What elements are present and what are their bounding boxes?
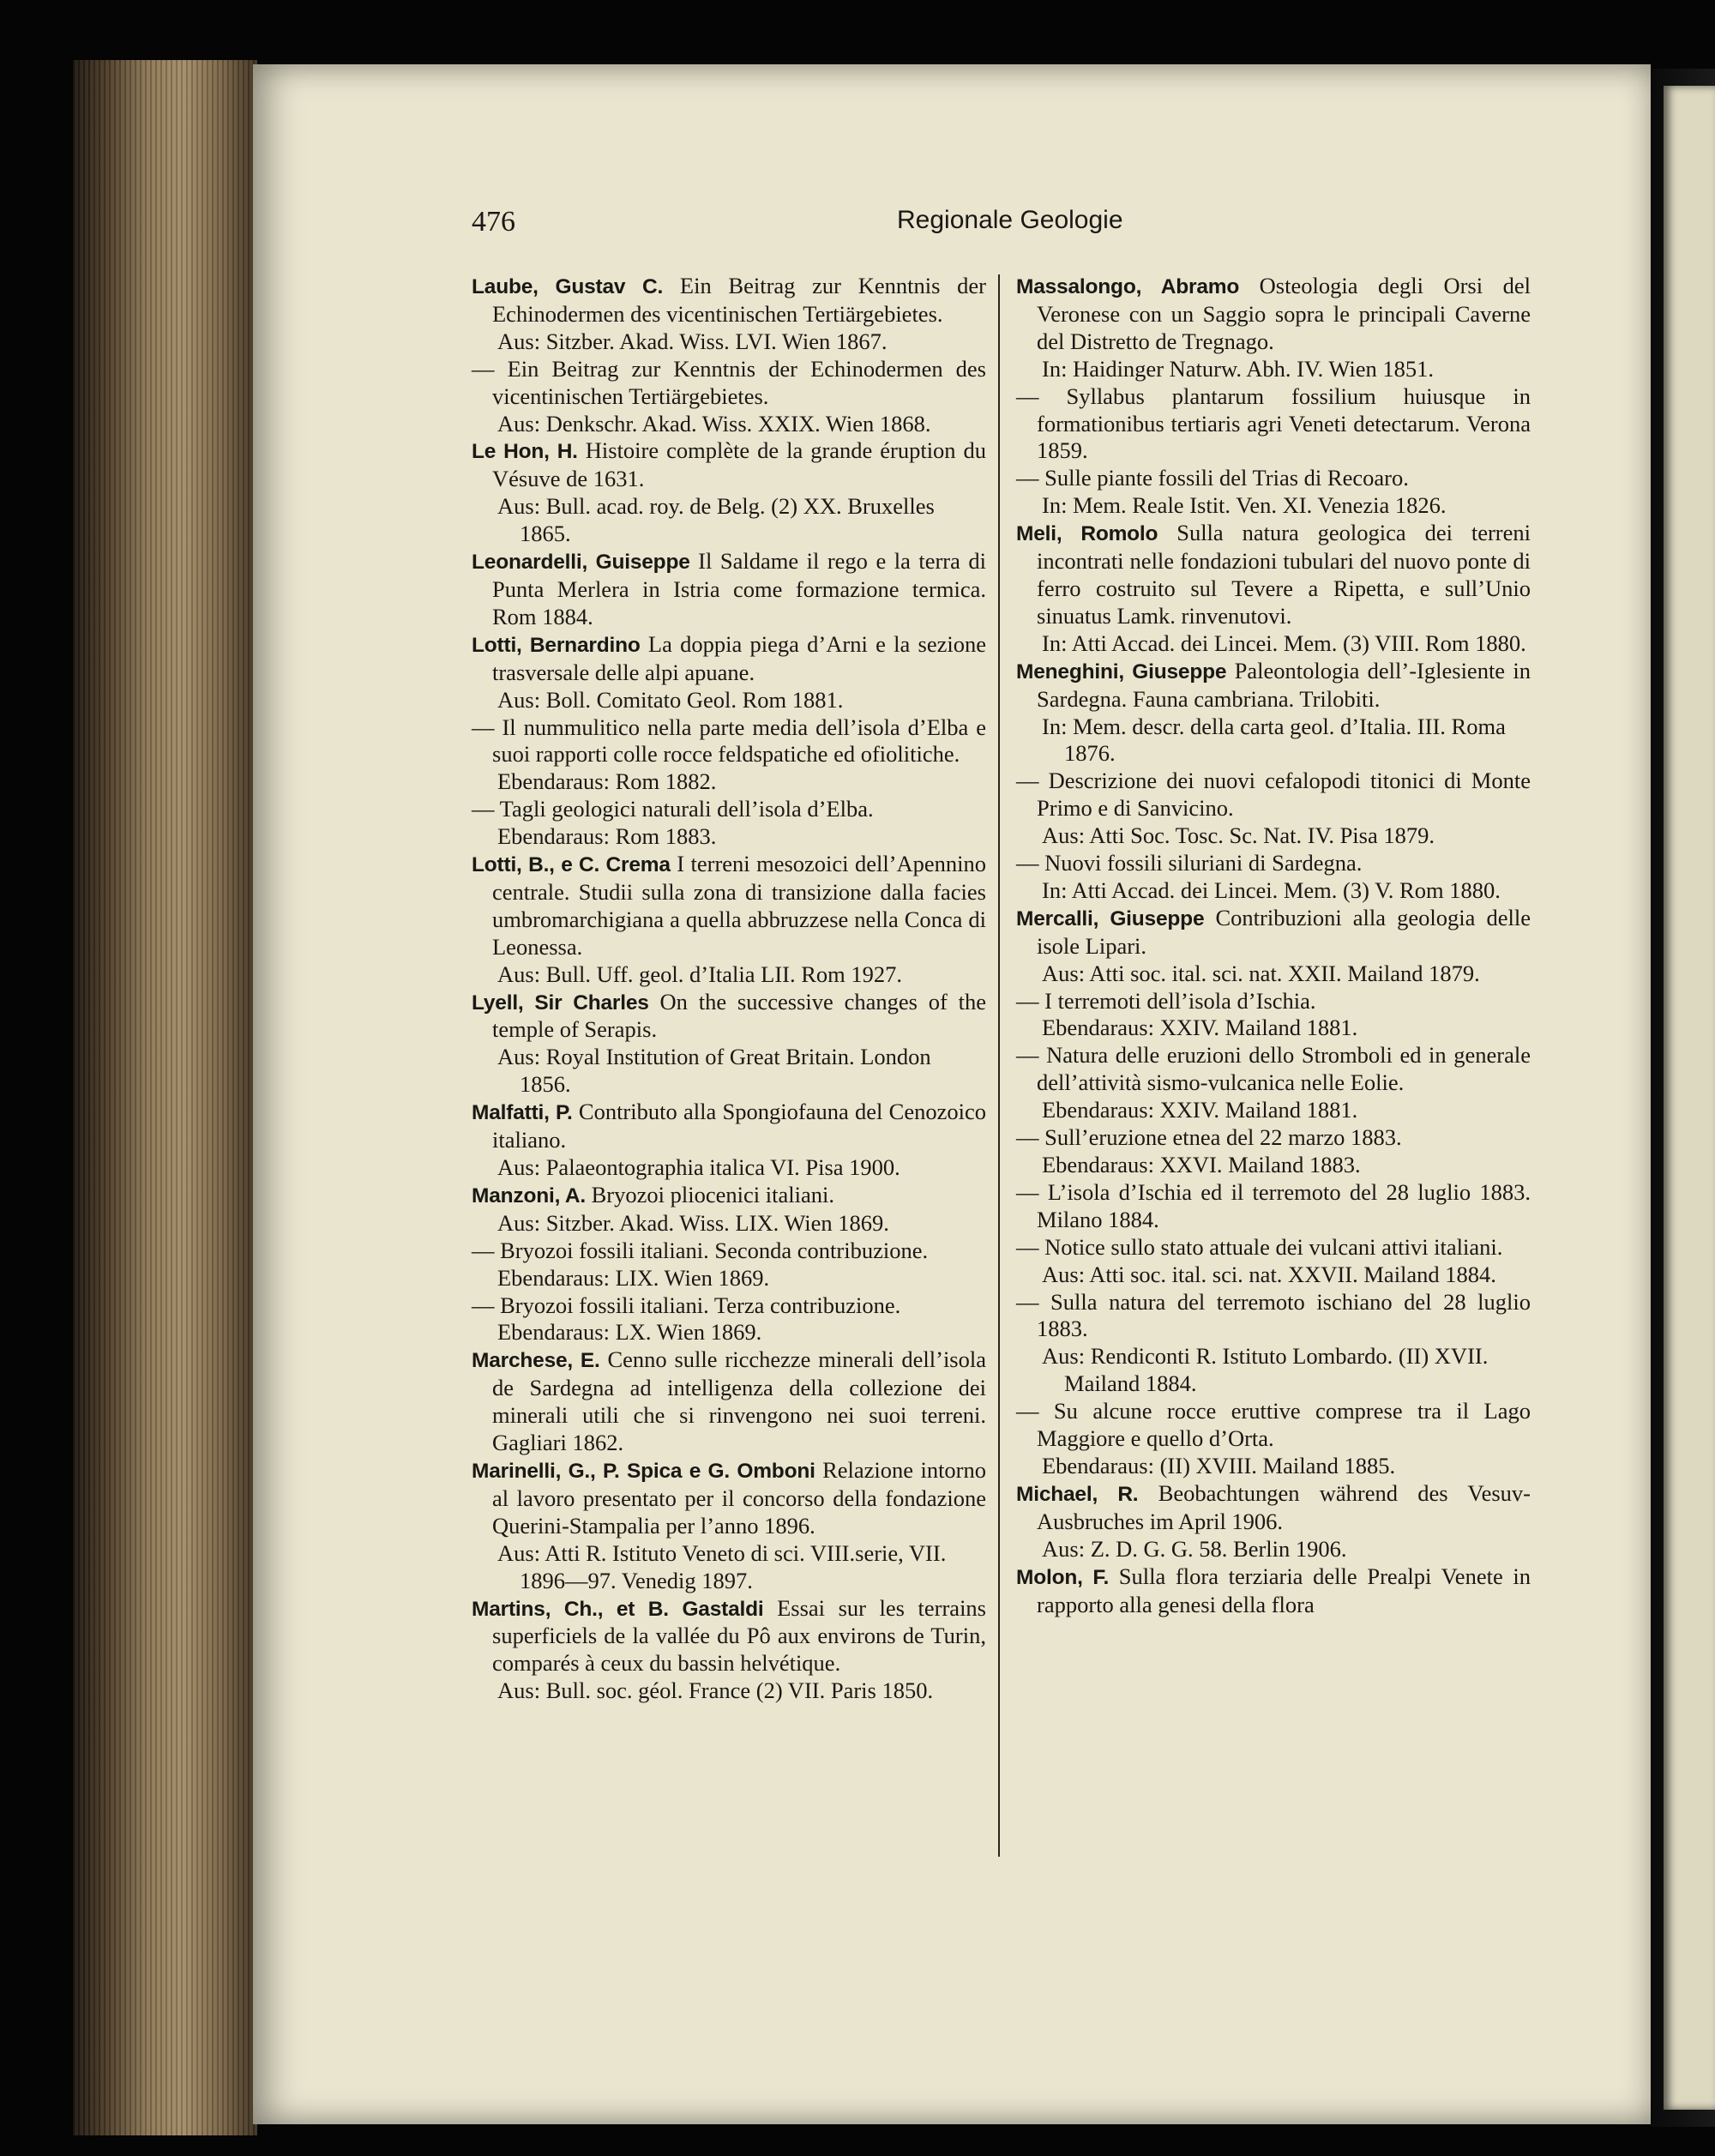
entry-title-line bbox=[472, 989, 986, 1045]
entry-source: Ebendaraus: XXIV. Mailand 1881. bbox=[1042, 1097, 1358, 1123]
left-column bbox=[472, 273, 986, 1705]
bibliography-entry bbox=[472, 989, 986, 1099]
entry-author: Lotti, Bernardino bbox=[472, 633, 641, 657]
entry-title-line bbox=[1016, 273, 1531, 356]
entry-title: — Bryozoi fossili italiani. Terza contribuzione. bbox=[472, 1292, 901, 1318]
entry-title: — L’isola d’Ischia ed il terremoto del 28 luglio 1883. Milano 1884. bbox=[1016, 1178, 1531, 1232]
bibliography-entry bbox=[1016, 1234, 1531, 1289]
bibliography-entry bbox=[472, 273, 986, 356]
entry-title: — Il nummulitico nella parte media dell’isola d’Elba e suoi rapporti colle rocce feldspatiche ed ofiolitiche. bbox=[472, 714, 986, 768]
entry-title: Bryozoi pliocenici italiani. bbox=[591, 1181, 834, 1207]
entry-title-line bbox=[1016, 465, 1531, 492]
entry-author: Meneghini, Giuseppe bbox=[1016, 659, 1227, 684]
bibliography-entry bbox=[472, 796, 986, 851]
entry-title: — Sull’eruzione etnea del 22 marzo 1883. bbox=[1016, 1124, 1402, 1151]
bibliography-entry bbox=[1016, 850, 1531, 905]
entry-title: Contributo alla Spongiofauna del Cenozoico italiano. bbox=[492, 1099, 986, 1153]
entry-title-line bbox=[1016, 1289, 1531, 1344]
entry-title-line bbox=[1016, 383, 1531, 466]
entry-title-line bbox=[1016, 520, 1531, 630]
entry-title-line bbox=[1016, 905, 1531, 961]
entry-title: Osteologia degli Orsi del Veronese con un Saggio sopra le principali Caverne del Distretto de Tregnago. bbox=[1037, 273, 1531, 354]
entry-title: Paleontologia dell’-Iglesiente in Sardegna. Fauna cambriana. Trilobiti. bbox=[1037, 657, 1531, 712]
entry-title-line bbox=[472, 1182, 986, 1210]
bibliography-entry bbox=[472, 1099, 986, 1182]
running-head: Regionale Geologie bbox=[897, 206, 1123, 234]
entry-title: — Tagli geologici naturali dell’isola d’Elba. bbox=[472, 796, 874, 822]
entry-title-line bbox=[472, 1292, 986, 1320]
book-page-edges bbox=[73, 60, 257, 2135]
bibliography-entry bbox=[472, 1292, 986, 1347]
entry-author: Leonardelli, Guiseppe bbox=[472, 551, 690, 575]
entry-source: In: Atti Accad. dei Lincei. Mem. (3) VIII. Rom 1880. bbox=[1042, 629, 1526, 656]
bibliography-entry bbox=[472, 714, 986, 797]
entry-title: — Bryozoi fossili italiani. Seconda contribuzione. bbox=[472, 1237, 929, 1263]
entry-title: — Syllabus plantarum fossilium huiusque in formationibus tertiaris agri Veneti detectarum. Verona 1859. bbox=[1016, 382, 1531, 464]
entry-title-line bbox=[472, 1238, 986, 1265]
entry-title-line bbox=[1016, 1234, 1531, 1262]
entry-title-line bbox=[1016, 1124, 1531, 1152]
bibliography-entry bbox=[472, 1595, 986, 1706]
bibliography-entry bbox=[472, 1457, 986, 1595]
bibliography-entry bbox=[472, 1238, 986, 1292]
entry-title: — Sulle piante fossili del Trias di Recoaro. bbox=[1016, 465, 1409, 491]
entry-title-line bbox=[1016, 768, 1531, 822]
entry-title-line bbox=[1016, 988, 1531, 1015]
entry-source: Aus: Sitzber. Akad. Wiss. LIX. Wien 1869. bbox=[497, 1209, 889, 1236]
entry-source: Ebendaraus: XXIV. Mailand 1881. bbox=[1042, 1015, 1358, 1041]
entry-source: Ebendaraus: XXVI. Mailand 1883. bbox=[1042, 1152, 1361, 1177]
entry-source: In: Mem. Reale Istit. Ven. XI. Venezia 1826. bbox=[1042, 492, 1447, 519]
entry-author: Lotti, B., e C. Crema bbox=[472, 853, 671, 877]
entry-source: Aus: Bull. soc. géol. France (2) VII. Paris 1850. bbox=[497, 1677, 934, 1704]
entry-title: — Notice sullo stato attuale dei vulcani attivi italiani. bbox=[1016, 1233, 1503, 1260]
bibliography-entry bbox=[472, 1346, 986, 1457]
bibliography-entry bbox=[472, 356, 986, 438]
entry-title-line bbox=[1016, 1179, 1531, 1234]
entry-title: — Ein Beitrag zur Kenntnis der Echinodermen des vicentinischen Tertiärgebietes. bbox=[472, 355, 986, 409]
entry-source: Aus: Royal Institution of Great Britain. London 1856. bbox=[497, 1044, 931, 1098]
entry-source: In: Mem. descr. della carta geol. d’Italia. III. Roma 1876. bbox=[1042, 713, 1506, 767]
entry-source: In: Atti Accad. dei Lincei. Mem. (3) V. Rom 1880. bbox=[1042, 876, 1501, 903]
entry-title-line bbox=[1016, 850, 1531, 877]
entry-source: Ebendaraus: (II) XVIII. Mailand 1885. bbox=[1042, 1452, 1396, 1478]
entry-source: Ebendaraus: LX. Wien 1869. bbox=[497, 1319, 762, 1346]
entry-title-line bbox=[1016, 1480, 1531, 1536]
entry-source: Aus: Bull. Uff. geol. d’Italia LII. Rom 1927. bbox=[497, 961, 903, 987]
entry-title: Cenno sulle ricchezze minerali dell’isola de Sardegna ad intelligenza della collezione dei minerali utili che si rinvengono nei suoi terreni. Gagliari 1862. bbox=[492, 1346, 986, 1456]
entry-title: La doppia piega d’Arni e la sezione trasversale delle alpi apuane. bbox=[492, 630, 987, 685]
facing-page-edge bbox=[1651, 69, 1715, 2127]
entry-title-line bbox=[472, 714, 986, 769]
bibliography-entry bbox=[472, 437, 986, 548]
entry-source: Aus: Palaeontographia italica VI. Pisa 1900. bbox=[497, 1154, 900, 1180]
entry-title: I terreni mesozoici dell’Apennino centrale. Studii sulla zona di transizione dalla facies umbromarchigiana a quella abbruzzese nella Conca di Leonessa. bbox=[492, 851, 987, 960]
bibliography-entry bbox=[1016, 383, 1531, 466]
facing-page-sliver bbox=[1664, 86, 1715, 2110]
entry-title: — Descrizione dei nuovi cefalopodi titonici di Monte Primo e di Sanvicino. bbox=[1016, 768, 1531, 822]
entry-title-line bbox=[1016, 1042, 1531, 1097]
entry-source: Ebendaraus: Rom 1883. bbox=[497, 823, 717, 850]
bibliography-entry bbox=[1016, 520, 1531, 658]
bibliography-entry bbox=[1016, 1289, 1531, 1399]
entry-title: Sulla natura geologica dei terreni incontrati nelle fondazioni tubulari del nuovo ponte di ferro costruito sul Tevere a Ripetta, e sull’Unio sinuatus Lamk. rinvenutovi. bbox=[1037, 520, 1531, 629]
entry-author: Molon, F. bbox=[1016, 1565, 1110, 1589]
entry-author: Mercalli, Giuseppe bbox=[1016, 906, 1205, 930]
entry-title: Contribuzioni alla geologia delle isole Lipari. bbox=[1037, 904, 1531, 959]
entry-source: Aus: Bull. acad. roy. de Belg. (2) XX. Bruxelles 1865. bbox=[497, 493, 935, 547]
entry-title-line bbox=[472, 631, 986, 687]
bibliography-entry bbox=[1016, 768, 1531, 850]
entry-title-line bbox=[472, 356, 986, 411]
entry-source: Aus: Z. D. G. G. 58. Berlin 1906. bbox=[1042, 1535, 1347, 1562]
entry-source: Aus: Atti soc. ital. sci. nat. XXII. Mailand 1879. bbox=[1042, 960, 1480, 986]
entry-source: Aus: Sitzber. Akad. Wiss. LVI. Wien 1867. bbox=[497, 328, 888, 354]
bibliography-entry bbox=[1016, 273, 1531, 383]
entry-author: Martins, Ch., et B. Gastaldi bbox=[472, 1597, 764, 1621]
bibliography-entry bbox=[472, 1182, 986, 1238]
entry-title: Ein Beitrag zur Kenntnis der Echinodermen des vicentinischen Tertiärgebietes. bbox=[492, 273, 986, 327]
bibliography-entry bbox=[472, 548, 986, 631]
entry-author: Le Hon, H. bbox=[472, 440, 578, 464]
column-divider bbox=[998, 274, 1000, 1857]
entry-title-line bbox=[1016, 1563, 1531, 1619]
entry-author: Lyell, Sir Charles bbox=[472, 991, 649, 1015]
entry-source: Ebendaraus: Rom 1882. bbox=[497, 768, 717, 795]
right-column bbox=[1016, 273, 1531, 1618]
entry-title-line bbox=[1016, 658, 1531, 714]
entry-title-line bbox=[472, 273, 986, 328]
bibliography-entry bbox=[472, 631, 986, 714]
entry-title: — I terremoti dell’isola d’Ischia. bbox=[1016, 987, 1316, 1014]
entry-source: Ebendaraus: LIX. Wien 1869. bbox=[497, 1264, 770, 1291]
entry-author: Marchese, E. bbox=[472, 1349, 600, 1373]
bibliography-entry bbox=[1016, 1042, 1531, 1124]
entry-title: Histoire complète de la grande éruption du Vésuve de 1631. bbox=[492, 437, 987, 492]
entry-author: Meli, Romolo bbox=[1016, 522, 1158, 546]
entry-title-line bbox=[472, 851, 986, 961]
entry-source: Aus: Atti Soc. Tosc. Sc. Nat. IV. Pisa 1879. bbox=[1042, 822, 1435, 849]
entry-title-line bbox=[472, 548, 986, 631]
entry-source: Aus: Atti soc. ital. sci. nat. XXVII. Mailand 1884. bbox=[1042, 1261, 1496, 1287]
entry-author: Manzoni, A. bbox=[472, 1183, 586, 1207]
entry-source: Aus: Atti R. Istituto Veneto di sci. VIII.serie, VII. 1896—97. Venedig 1897. bbox=[497, 1539, 947, 1593]
entry-author: Marinelli, G., P. Spica e G. Omboni bbox=[472, 1459, 815, 1483]
page-number: 476 bbox=[472, 206, 515, 238]
bibliography-entry bbox=[1016, 465, 1531, 520]
entry-title-line bbox=[472, 1457, 986, 1540]
entry-title-line bbox=[472, 796, 986, 823]
entry-title-line bbox=[472, 437, 986, 493]
entry-title: — Su alcune rocce eruttive comprese tra il Lago Maggiore e quello d’Orta. bbox=[1016, 1398, 1531, 1452]
entry-source: Aus: Rendiconti R. Istituto Lombardo. (II) XVII. Mailand 1884. bbox=[1042, 1343, 1489, 1397]
entry-source: In: Haidinger Naturw. Abh. IV. Wien 1851. bbox=[1042, 355, 1434, 382]
entry-title: Essai sur les terrains superficiels de la vallée du Pô aux environs de Turin, comparés à ceux du bassin helvétique. bbox=[492, 1594, 986, 1677]
entry-title-line bbox=[472, 1099, 986, 1154]
entry-author: Malfatti, P. bbox=[472, 1101, 573, 1125]
entry-source: Aus: Denkschr. Akad. Wiss. XXIX. Wien 1868. bbox=[497, 410, 931, 437]
entry-author: Laube, Gustav C. bbox=[472, 275, 664, 298]
bibliography-entry bbox=[1016, 988, 1531, 1043]
entry-title-line bbox=[472, 1346, 986, 1457]
entry-title: On the successive changes of the temple of Serapis. bbox=[492, 988, 986, 1043]
bibliography-entry bbox=[1016, 1480, 1531, 1563]
entry-title: Beobachtungen während des Vesuv-Ausbruches im April 1906. bbox=[1037, 1479, 1531, 1534]
entry-title: Sulla flora terziaria delle Prealpi Venete in rapporto alla genesi della flora bbox=[1037, 1563, 1531, 1617]
bibliography-entry bbox=[1016, 658, 1531, 768]
entry-author: Michael, R. bbox=[1016, 1482, 1139, 1506]
entry-title: — Sulla natura del terremoto ischiano del 28 luglio 1883. bbox=[1016, 1288, 1531, 1342]
bibliography-entry bbox=[1016, 1124, 1531, 1179]
entry-author: Massalongo, Abramo bbox=[1016, 275, 1240, 298]
entry-title: — Natura delle eruzioni dello Stromboli ed in generale dell’attività sismo-vulcanica nelle Eolie. bbox=[1016, 1042, 1531, 1096]
bibliography-entry bbox=[1016, 1563, 1531, 1619]
bibliography-entry bbox=[472, 851, 986, 989]
bibliography-entry bbox=[1016, 1179, 1531, 1234]
entry-title-line bbox=[472, 1595, 986, 1678]
entry-title-line bbox=[1016, 1398, 1531, 1453]
bibliography-entry bbox=[1016, 905, 1531, 988]
bibliography-entry bbox=[1016, 1398, 1531, 1480]
entry-source: Aus: Boll. Comitato Geol. Rom 1881. bbox=[497, 686, 844, 713]
entry-title: Relazione intorno al lavoro presentato per il concorso della fondazione Querini-Stampalia per l’anno 1896. bbox=[492, 1456, 986, 1539]
entry-title: Il Saldame il rego e la terra di Punta Merlera in Istria come formazione termica. Rom 1884. bbox=[492, 548, 986, 629]
entry-title: — Nuovi fossili siluriani di Sardegna. bbox=[1016, 850, 1363, 876]
